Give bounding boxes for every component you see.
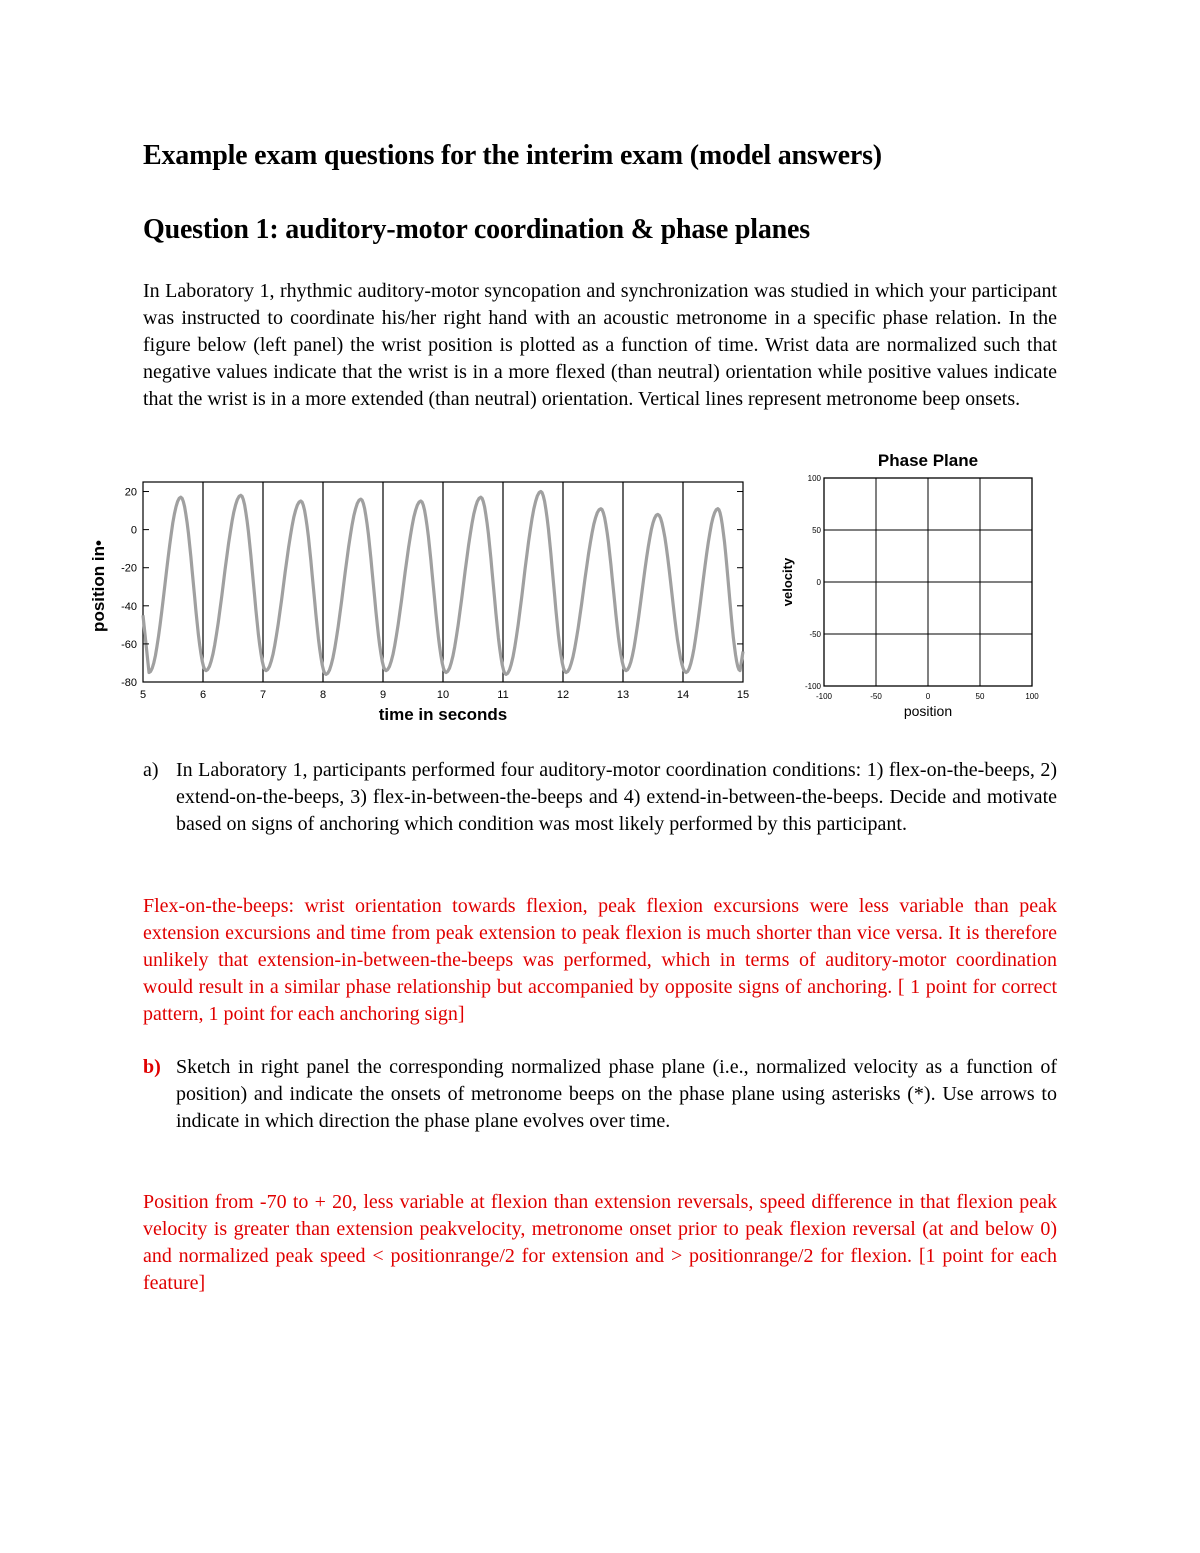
x-tick-label: -50	[870, 692, 882, 701]
question-b-text: Sketch in right panel the corresponding normalized phase plane (i.e., normalized velocity as a function of position) and indicate the onsets of metronome beeps on the phase plane using asterisks (*). Use arrows to indicate in which direction the phase plane evolves over time.	[176, 1056, 1057, 1132]
question-a-text: In Laboratory 1, participants performed four auditory-motor coordination conditions: 1) flex-on-the-beeps, 2) extend-on-the-beeps, 3) flex-in-between-the-beeps and 4) extend-in-between-the-beeps. Decide and motivate based on signs of anchoring which condition was most likely performed by this participant.	[176, 759, 1057, 835]
x-tick-label: 13	[616, 689, 630, 701]
x-tick-label: 5	[139, 689, 147, 701]
x-tick-label: 7	[259, 689, 267, 701]
y-tick-label: -20	[121, 562, 137, 575]
y-tick-label: -50	[809, 630, 821, 639]
y-tick-label: 0	[130, 524, 137, 537]
y-tick-label: -80	[121, 677, 137, 689]
question-heading: Question 1: auditory-motor coordination & phase planes	[143, 214, 810, 245]
x-tick-label: 0	[925, 692, 931, 701]
x-tick-label: 14	[676, 689, 690, 701]
x-tick-label: 9	[379, 689, 387, 701]
x-tick-label: 8	[319, 689, 327, 701]
y-tick-label: 50	[812, 526, 821, 535]
y-tick-label: -100	[804, 682, 821, 691]
x-tick-label: 50	[975, 692, 985, 701]
x-axis-label: position	[903, 703, 953, 719]
answer-a: Flex-on-the-beeps: wrist orientation towards flexion, peak flexion excursions were less variable than peak extension excursions and time from peak extension to peak flexion is much shorter than vice versa. It is therefore unlikely that extension-in-between-the-beeps was performed, which in terms of auditory-motor coordination would result in a similar phase relationship but accompanied by opposite signs of anchoring. [ 1 point for correct pattern, 1 point for each anchoring sign]	[143, 895, 1057, 1025]
position-time-chart	[80, 470, 770, 730]
phase-plane-chart	[770, 444, 1060, 734]
y-axis-label: position in•	[89, 540, 108, 632]
x-tick-label: 15	[736, 689, 750, 701]
document-title: Example exam questions for the interim exam (model answers)	[143, 140, 882, 171]
x-tick-label: 11	[497, 689, 509, 701]
question-b	[143, 1054, 1057, 1135]
x-tick-label: -100	[815, 692, 833, 701]
x-tick-label: 6	[199, 689, 207, 701]
x-tick-label: 12	[556, 689, 570, 701]
y-tick-label: -40	[121, 600, 137, 613]
y-tick-label: 20	[124, 486, 137, 499]
intro-paragraph: In Laboratory 1, rhythmic auditory-motor syncopation and synchronization was studied in which your participant was instructed to coordinate his/her right hand with an acoustic metronome in a specific phase relation. In the figure below (left panel) the wrist position is plotted as a function of time. Wrist data are normalized such that negative values indicate that the wrist is in a more flexed (than neutral) orientation while positive values indicate that the wrist is in a more extended (than neutral) orientation. Vertical lines represent metronome beep onsets.	[143, 280, 1057, 410]
y-tick-label: 0	[816, 578, 821, 587]
question-b-label: b)	[143, 1056, 161, 1078]
answer-b: Position from -70 to + 20, less variable at flexion than extension reversals, speed difference in that flexion peak velocity is greater than extension peakvelocity, metronome onset prior to peak flexion reversal (at and below 0) and normalized peak speed < positionrange/2 for extension and > positionrange/2 for flexion. [1 point for each feature]	[143, 1191, 1057, 1294]
y-tick-label: -60	[121, 638, 137, 651]
chart-title: Phase Plane	[877, 451, 979, 470]
y-axis-label: velocity	[780, 557, 795, 607]
question-a	[143, 757, 1057, 838]
x-tick-label: 10	[436, 689, 450, 701]
x-axis-label: time in seconds	[378, 705, 508, 724]
x-tick-label: 100	[1025, 692, 1039, 701]
y-tick-label: 100	[807, 474, 821, 483]
question-a-label: a)	[143, 759, 159, 781]
